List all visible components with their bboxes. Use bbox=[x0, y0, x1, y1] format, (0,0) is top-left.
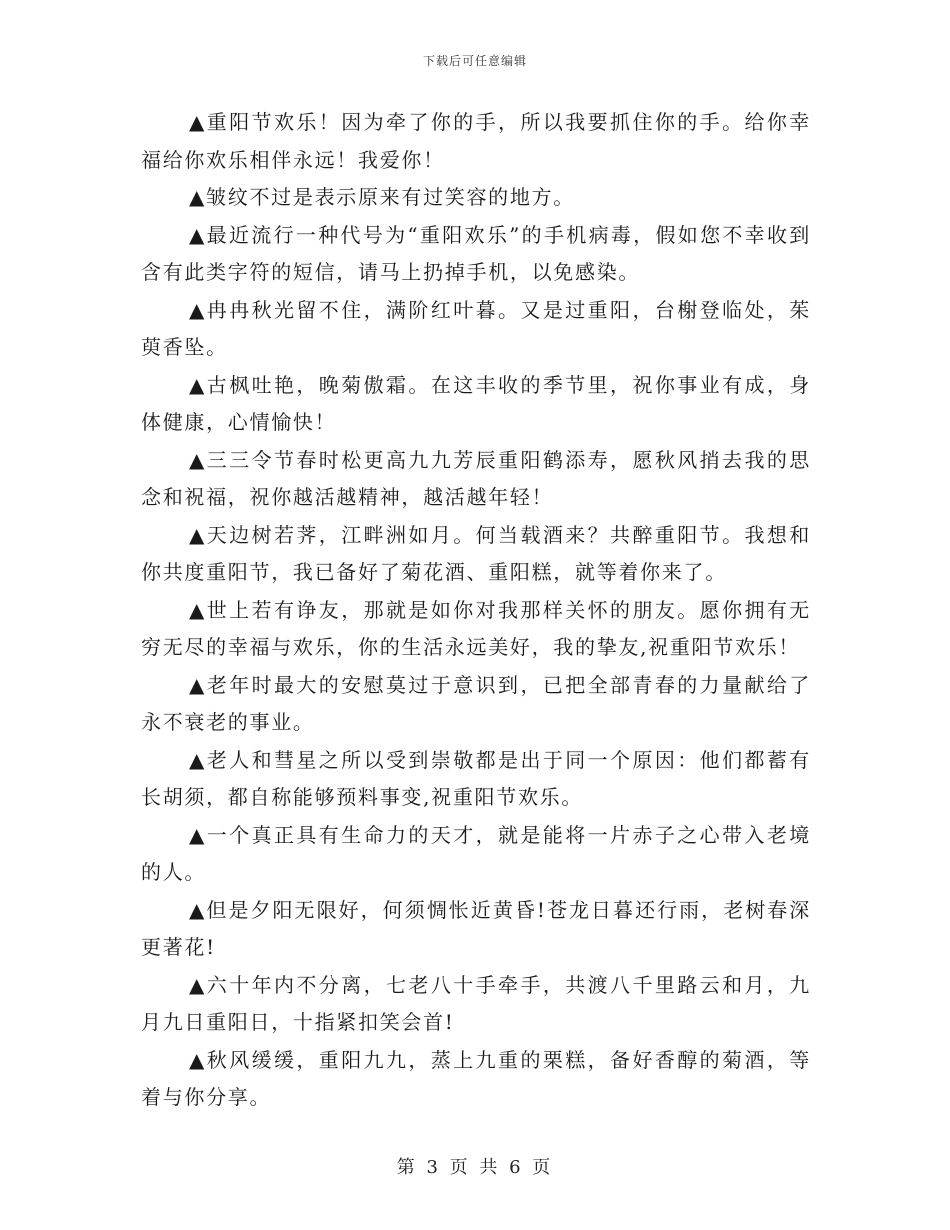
paragraph: ▲古枫吐艳，晚菊傲霜。在这丰收的季节里，祝你事业有成，身体健康，心情愉快！ bbox=[141, 372, 811, 434]
paragraph: ▲六十年内不分离，七老八十手牵手，共渡八千里路云和月，九月九日重阳日，十指紧扣笑会首! bbox=[141, 972, 811, 1034]
document-body bbox=[141, 104, 811, 1117]
paragraph: ▲世上若有诤友，那就是如你对我那样关怀的朋友。愿你拥有无穷无尽的幸福与欢乐，你的生活永远美好，我的挚友,祝重阳节欢乐！ bbox=[141, 597, 811, 659]
paragraph: ▲冉冉秋光留不住，满阶红叶暮。又是过重阳，台榭登临处，茱萸香坠。 bbox=[141, 297, 811, 359]
paragraph: ▲天边树若荠，江畔洲如月。何当载酒来？共醉重阳节。我想和你共度重阳节，我已备好了菊花酒、重阳糕，就等着你来了。 bbox=[141, 522, 811, 584]
paragraph: ▲最近流行一种代号为“重阳欢乐”的手机病毒，假如您不幸收到含有此类字符的短信，请马上扔掉手机，以免感染。 bbox=[141, 222, 811, 284]
paragraph: ▲老年时最大的安慰莫过于意识到，已把全部青春的力量献给了永不衰老的事业。 bbox=[141, 672, 811, 734]
paragraph: ▲三三令节春时松更高九九芳辰重阳鹤添寿，愿秋风捎去我的思念和祝福，祝你越活越精神，越活越年轻！ bbox=[141, 447, 811, 509]
paragraph: ▲皱纹不过是表示原来有过笑容的地方。 bbox=[189, 185, 575, 209]
page-number-footer: 第 3 页 共 6 页 bbox=[396, 1157, 554, 1178]
page-header: 下载后可任意编辑 bbox=[422, 54, 527, 68]
paragraph: ▲老人和彗星之所以受到崇敬都是出于同一个原因：他们都蓄有长胡须，都自称能够预料事变,祝重阳节欢乐。 bbox=[141, 747, 811, 809]
paragraph: ▲重阳节欢乐！因为牵了你的手，所以我要抓住你的手。给你幸福给你欢乐相伴永远！我爱你！ bbox=[141, 110, 811, 172]
paragraph: ▲但是夕阳无限好，何须惆怅近黄昏!苍龙日暮还行雨，老树春深更著花! bbox=[141, 897, 811, 959]
paragraph: ▲秋风缓缓，重阳九九，蒸上九重的栗糕，备好香醇的菊酒，等着与你分享。 bbox=[141, 1047, 811, 1109]
paragraph: ▲一个真正具有生命力的天才，就是能将一片赤子之心带入老境的人。 bbox=[141, 822, 811, 884]
